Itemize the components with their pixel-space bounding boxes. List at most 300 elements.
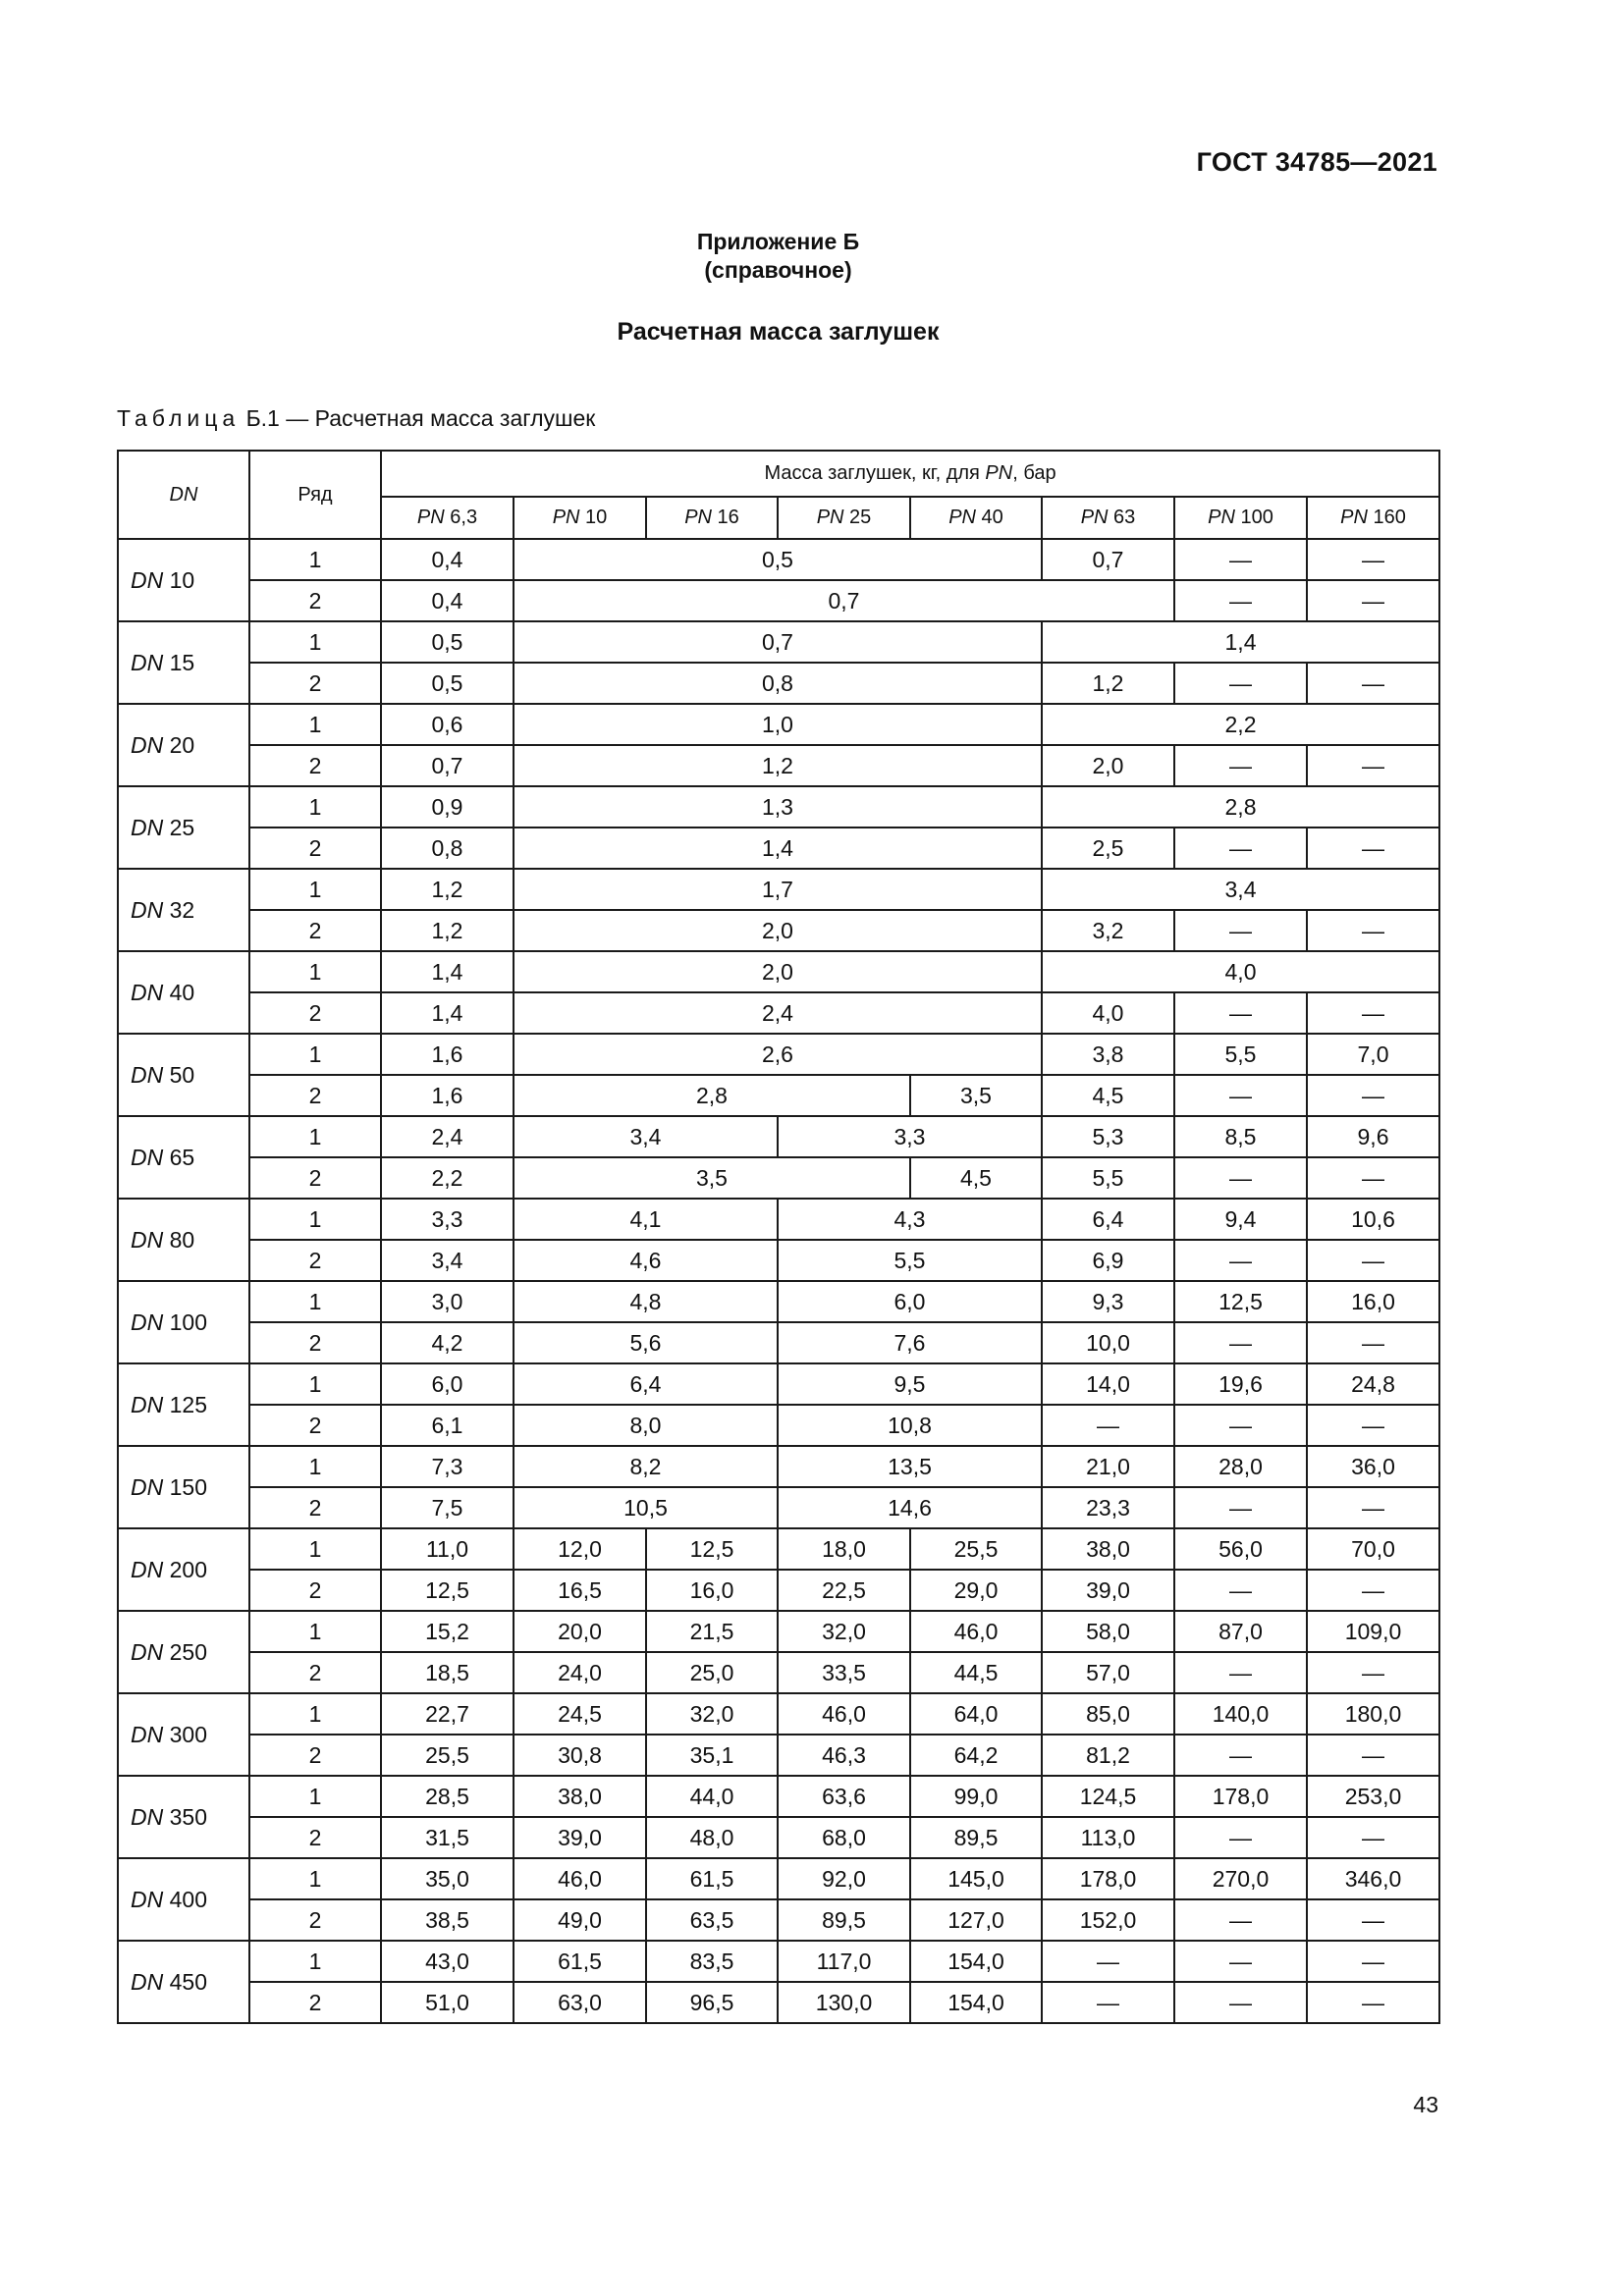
- appendix-title: Приложение Б: [696, 229, 860, 254]
- header-pn-value: 6,3: [450, 507, 478, 528]
- mass-cell: 0,4: [381, 539, 514, 580]
- mass-cell: 33,5: [778, 1652, 910, 1693]
- table-row: [118, 1405, 1439, 1446]
- mass-cell: —: [1174, 1487, 1307, 1528]
- table-row: [118, 1487, 1439, 1528]
- table-row: [118, 1446, 1439, 1487]
- table-row: [118, 1899, 1439, 1941]
- mass-cell: 12,0: [514, 1528, 646, 1570]
- mass-cell: 0,7: [381, 745, 514, 786]
- dn-cell: [118, 1446, 249, 1528]
- dn-value: 200: [169, 1556, 207, 1582]
- mass-cell: 63,6: [778, 1776, 910, 1817]
- row-number-cell: 2: [249, 663, 381, 704]
- dn-prefix: DN: [131, 1144, 164, 1170]
- mass-cell: 30,8: [514, 1735, 646, 1776]
- appendix-heading: [0, 228, 1556, 285]
- table-row: [118, 1611, 1439, 1652]
- row-number-cell: 1: [249, 1199, 381, 1240]
- header-row-main: [118, 451, 1439, 497]
- mass-cell: 18,5: [381, 1652, 514, 1693]
- row-number-cell: 2: [249, 1982, 381, 2023]
- mass-cell: —: [1174, 992, 1307, 1034]
- table-row: [118, 539, 1439, 580]
- dn-prefix: DN: [131, 731, 164, 758]
- row-number-cell: 1: [249, 1858, 381, 1899]
- row-number-cell: 1: [249, 1693, 381, 1735]
- dn-cell: [118, 1199, 249, 1281]
- mass-cell: 109,0: [1307, 1611, 1439, 1652]
- table-row: [118, 1858, 1439, 1899]
- mass-cell: 89,5: [910, 1817, 1042, 1858]
- table-row: [118, 580, 1439, 621]
- mass-cell: 24,8: [1307, 1363, 1439, 1405]
- mass-cell: 8,0: [514, 1405, 778, 1446]
- row-number-cell: 2: [249, 1652, 381, 1693]
- dn-cell: [118, 621, 249, 704]
- mass-cell: 35,1: [646, 1735, 778, 1776]
- mass-cell: 3,4: [1042, 869, 1439, 910]
- mass-cell: 3,3: [778, 1116, 1042, 1157]
- row-number-cell: 2: [249, 1322, 381, 1363]
- mass-cell: 99,0: [910, 1776, 1042, 1817]
- row-number-cell: 2: [249, 1487, 381, 1528]
- mass-cell: 130,0: [778, 1982, 910, 2023]
- mass-cell: —: [1174, 1941, 1307, 1982]
- mass-cell: 16,0: [1307, 1281, 1439, 1322]
- row-number-cell: 2: [249, 1075, 381, 1116]
- dn-value: 40: [169, 979, 195, 1005]
- mass-cell: 63,5: [646, 1899, 778, 1941]
- dn-cell: [118, 786, 249, 869]
- mass-cell: 61,5: [646, 1858, 778, 1899]
- mass-cell: —: [1307, 992, 1439, 1034]
- mass-cell: 12,5: [381, 1570, 514, 1611]
- mass-cell: 43,0: [381, 1941, 514, 1982]
- dn-prefix: DN: [131, 896, 164, 923]
- table-caption-label: Таблица: [117, 405, 241, 431]
- table-row: [118, 1570, 1439, 1611]
- mass-cell: 13,5: [778, 1446, 1042, 1487]
- mass-cell: 6,0: [381, 1363, 514, 1405]
- mass-cell: 113,0: [1042, 1817, 1174, 1858]
- mass-cell: 46,0: [514, 1858, 646, 1899]
- mass-cell: 2,4: [381, 1116, 514, 1157]
- mass-cell: 1,0: [514, 704, 1042, 745]
- mass-cell: 4,3: [778, 1199, 1042, 1240]
- mass-cell: 4,5: [1042, 1075, 1174, 1116]
- mass-cell: 6,9: [1042, 1240, 1174, 1281]
- mass-cell: 4,6: [514, 1240, 778, 1281]
- header-pn: [646, 497, 778, 539]
- mass-cell: —: [1174, 1735, 1307, 1776]
- table-header: [118, 451, 1439, 539]
- mass-cell: 1,4: [381, 992, 514, 1034]
- row-number-cell: 1: [249, 1611, 381, 1652]
- mass-cell: 92,0: [778, 1858, 910, 1899]
- mass-cell: 3,3: [381, 1199, 514, 1240]
- header-pn-prefix: PN: [948, 507, 976, 528]
- mass-cell: —: [1174, 539, 1307, 580]
- mass-cell: 0,7: [1042, 539, 1174, 580]
- table-row: [118, 704, 1439, 745]
- header-pn: [778, 497, 910, 539]
- mass-cell: 49,0: [514, 1899, 646, 1941]
- header-pn: [1307, 497, 1439, 539]
- mass-cell: 5,5: [1042, 1157, 1174, 1199]
- mass-cell: 12,5: [646, 1528, 778, 1570]
- mass-cell: 7,6: [778, 1322, 1042, 1363]
- mass-cell: 11,0: [381, 1528, 514, 1570]
- mass-cell: 2,8: [1042, 786, 1439, 828]
- mass-cell: —: [1307, 828, 1439, 869]
- mass-cell: 89,5: [778, 1899, 910, 1941]
- table-row: [118, 745, 1439, 786]
- dn-prefix: DN: [131, 1803, 164, 1830]
- mass-cell: 4,0: [1042, 951, 1439, 992]
- mass-cell: —: [1307, 745, 1439, 786]
- header-mass: [381, 451, 1439, 497]
- mass-cell: 22,5: [778, 1570, 910, 1611]
- header-pn-prefix: PN: [1340, 507, 1368, 528]
- mass-cell: 70,0: [1307, 1528, 1439, 1570]
- mass-cell: —: [1307, 663, 1439, 704]
- mass-cell: 64,0: [910, 1693, 1042, 1735]
- mass-cell: 21,0: [1042, 1446, 1174, 1487]
- mass-cell: 1,2: [1042, 663, 1174, 704]
- mass-cell: 8,5: [1174, 1116, 1307, 1157]
- table-row: [118, 1693, 1439, 1735]
- mass-cell: —: [1307, 1405, 1439, 1446]
- mass-cell: 10,6: [1307, 1199, 1439, 1240]
- row-number-cell: 1: [249, 1446, 381, 1487]
- dn-prefix: DN: [131, 1721, 164, 1747]
- mass-cell: —: [1307, 1075, 1439, 1116]
- mass-cell: 5,5: [1174, 1034, 1307, 1075]
- row-number-cell: 1: [249, 621, 381, 663]
- dn-cell: [118, 539, 249, 621]
- table-row: [118, 1528, 1439, 1570]
- row-number-cell: 1: [249, 1281, 381, 1322]
- row-number-cell: 1: [249, 951, 381, 992]
- dn-value: 15: [169, 649, 195, 675]
- table-caption-text: Б.1 — Расчетная масса заглушек: [245, 405, 596, 431]
- dn-value: 100: [169, 1308, 207, 1335]
- mass-cell: 9,5: [778, 1363, 1042, 1405]
- mass-cell: 10,5: [514, 1487, 778, 1528]
- dn-prefix: DN: [131, 814, 164, 840]
- mass-cell: 3,5: [910, 1075, 1042, 1116]
- mass-cell: 1,2: [381, 910, 514, 951]
- mass-cell: 44,5: [910, 1652, 1042, 1693]
- mass-cell: 7,0: [1307, 1034, 1439, 1075]
- mass-cell: —: [1174, 1817, 1307, 1858]
- row-number-cell: 2: [249, 1570, 381, 1611]
- dn-cell: [118, 1034, 249, 1116]
- header-pn-value: 160: [1373, 507, 1406, 528]
- section-title: Расчетная масса заглушек: [617, 318, 940, 346]
- mass-cell: 56,0: [1174, 1528, 1307, 1570]
- table-row: [118, 1817, 1439, 1858]
- mass-cell: —: [1174, 1982, 1307, 2023]
- dn-value: 10: [169, 566, 195, 593]
- header-pn-value: 25: [849, 507, 872, 528]
- mass-cell: 25,5: [910, 1528, 1042, 1570]
- dn-value: 50: [169, 1061, 195, 1088]
- header-pn-value: 100: [1240, 507, 1273, 528]
- mass-cell: —: [1307, 1240, 1439, 1281]
- mass-cell: 96,5: [646, 1982, 778, 2023]
- dn-value: 80: [169, 1226, 195, 1253]
- table-row: [118, 1157, 1439, 1199]
- mass-cell: —: [1174, 1322, 1307, 1363]
- mass-cell: 2,2: [1042, 704, 1439, 745]
- header-pn-prefix: PN: [1080, 507, 1109, 528]
- mass-cell: 39,0: [514, 1817, 646, 1858]
- mass-cell: 1,6: [381, 1075, 514, 1116]
- dn-value: 450: [169, 1968, 207, 1995]
- mass-cell: 48,0: [646, 1817, 778, 1858]
- dn-prefix: DN: [131, 1968, 164, 1995]
- mass-cell: 178,0: [1174, 1776, 1307, 1817]
- dn-cell: [118, 951, 249, 1034]
- mass-cell: 5,3: [1042, 1116, 1174, 1157]
- dn-prefix: DN: [131, 1308, 164, 1335]
- mass-cell: —: [1307, 1322, 1439, 1363]
- mass-cell: 23,3: [1042, 1487, 1174, 1528]
- mass-cell: 1,6: [381, 1034, 514, 1075]
- dn-cell: [118, 1281, 249, 1363]
- header-dn: DN: [118, 451, 249, 539]
- dn-value: 25: [169, 814, 195, 840]
- mass-cell: 152,0: [1042, 1899, 1174, 1941]
- mass-cell: 0,4: [381, 580, 514, 621]
- mass-cell: 81,2: [1042, 1735, 1174, 1776]
- mass-cell: —: [1174, 1405, 1307, 1446]
- table-row: [118, 1199, 1439, 1240]
- mass-cell: 117,0: [778, 1941, 910, 1982]
- row-number-cell: 2: [249, 910, 381, 951]
- mass-cell: 22,7: [381, 1693, 514, 1735]
- table-row: [118, 828, 1439, 869]
- mass-cell: 20,0: [514, 1611, 646, 1652]
- dn-cell: [118, 1941, 249, 2023]
- dn-value: 300: [169, 1721, 207, 1747]
- row-number-cell: 1: [249, 539, 381, 580]
- mass-cell: 3,5: [514, 1157, 910, 1199]
- mass-cell: —: [1307, 580, 1439, 621]
- dn-cell: [118, 1858, 249, 1941]
- mass-cell: 1,4: [381, 951, 514, 992]
- dn-prefix: DN: [131, 649, 164, 675]
- mass-cell: 38,5: [381, 1899, 514, 1941]
- dn-value: 350: [169, 1803, 207, 1830]
- mass-cell: 180,0: [1307, 1693, 1439, 1735]
- mass-cell: 1,4: [1042, 621, 1439, 663]
- mass-cell: 6,4: [1042, 1199, 1174, 1240]
- mass-cell: 4,1: [514, 1199, 778, 1240]
- mass-cell: 25,5: [381, 1735, 514, 1776]
- document-code: ГОСТ 34785—2021: [1196, 147, 1437, 177]
- row-number-cell: 1: [249, 1941, 381, 1982]
- dn-cell: [118, 1776, 249, 1858]
- mass-cell: —: [1307, 1652, 1439, 1693]
- mass-cell: —: [1307, 1735, 1439, 1776]
- header-pn-value: 63: [1113, 507, 1136, 528]
- table-row: [118, 1982, 1439, 2023]
- mass-cell: 32,0: [778, 1611, 910, 1652]
- mass-cell: 5,6: [514, 1322, 778, 1363]
- mass-cell: 0,8: [514, 663, 1042, 704]
- header-pn-prefix: PN: [552, 507, 580, 528]
- dn-cell: [118, 1693, 249, 1776]
- mass-cell: 0,7: [514, 580, 1174, 621]
- mass-cell: 57,0: [1042, 1652, 1174, 1693]
- row-number-cell: 1: [249, 1363, 381, 1405]
- table-row: [118, 1652, 1439, 1693]
- mass-cell: 2,0: [514, 910, 1042, 951]
- mass-cell: 9,4: [1174, 1199, 1307, 1240]
- table-row: [118, 1941, 1439, 1982]
- mass-cell: —: [1042, 1982, 1174, 2023]
- mass-cell: 25,0: [646, 1652, 778, 1693]
- table-row: [118, 1240, 1439, 1281]
- row-number-cell: 2: [249, 580, 381, 621]
- mass-cell: 58,0: [1042, 1611, 1174, 1652]
- mass-cell: 87,0: [1174, 1611, 1307, 1652]
- mass-cell: 16,0: [646, 1570, 778, 1611]
- mass-cell: 5,5: [778, 1240, 1042, 1281]
- row-number-cell: 2: [249, 1240, 381, 1281]
- dn-value: 20: [169, 731, 195, 758]
- mass-cell: 44,0: [646, 1776, 778, 1817]
- mass-cell: 3,4: [381, 1240, 514, 1281]
- dn-prefix: DN: [131, 1886, 164, 1912]
- row-number-cell: 1: [249, 1776, 381, 1817]
- mass-cell: —: [1042, 1941, 1174, 1982]
- row-number-cell: 2: [249, 1817, 381, 1858]
- table-row: [118, 992, 1439, 1034]
- mass-cell: 9,6: [1307, 1116, 1439, 1157]
- mass-cell: —: [1174, 1075, 1307, 1116]
- mass-cell: 9,3: [1042, 1281, 1174, 1322]
- mass-cell: —: [1174, 1240, 1307, 1281]
- header-pn-prefix: PN: [816, 507, 844, 528]
- mass-cell: 2,0: [1042, 745, 1174, 786]
- table-row: [118, 663, 1439, 704]
- mass-cell: 3,4: [514, 1116, 778, 1157]
- row-number-cell: 2: [249, 745, 381, 786]
- mass-cell: —: [1307, 1570, 1439, 1611]
- dn-prefix: DN: [131, 979, 164, 1005]
- mass-cell: 29,0: [910, 1570, 1042, 1611]
- mass-cell: —: [1174, 663, 1307, 704]
- mass-cell: —: [1307, 1817, 1439, 1858]
- mass-cell: 145,0: [910, 1858, 1042, 1899]
- table-row: [118, 1116, 1439, 1157]
- mass-cell: 1,4: [514, 828, 1042, 869]
- dn-value: 32: [169, 896, 195, 923]
- mass-cell: —: [1174, 1652, 1307, 1693]
- mass-cell: 68,0: [778, 1817, 910, 1858]
- row-number-cell: 2: [249, 992, 381, 1034]
- mass-cell: 178,0: [1042, 1858, 1174, 1899]
- table-row: [118, 1075, 1439, 1116]
- table-caption: [117, 405, 595, 432]
- mass-cell: 85,0: [1042, 1693, 1174, 1735]
- mass-cell: 2,2: [381, 1157, 514, 1199]
- mass-cell: —: [1307, 1487, 1439, 1528]
- dn-prefix: DN: [131, 1473, 164, 1500]
- dn-value: 65: [169, 1144, 195, 1170]
- mass-cell: 6,1: [381, 1405, 514, 1446]
- mass-cell: 18,0: [778, 1528, 910, 1570]
- mass-cell: 64,2: [910, 1735, 1042, 1776]
- mass-cell: 253,0: [1307, 1776, 1439, 1817]
- dn-cell: [118, 1528, 249, 1611]
- mass-cell: —: [1307, 1941, 1439, 1982]
- mass-cell: 7,3: [381, 1446, 514, 1487]
- page-number: 43: [1413, 2092, 1438, 2117]
- dn-value: 400: [169, 1886, 207, 1912]
- row-number-cell: 2: [249, 828, 381, 869]
- mass-cell: 3,8: [1042, 1034, 1174, 1075]
- mass-cell: 0,5: [381, 663, 514, 704]
- mass-cell: 2,0: [514, 951, 1042, 992]
- mass-cell: —: [1174, 1157, 1307, 1199]
- table-row: [118, 910, 1439, 951]
- header-pn-prefix: PN: [684, 507, 712, 528]
- table-row: [118, 1281, 1439, 1322]
- mass-cell: 1,3: [514, 786, 1042, 828]
- table-row: [118, 1735, 1439, 1776]
- dn-prefix: DN: [131, 1391, 164, 1417]
- dn-prefix: DN: [131, 566, 164, 593]
- mass-cell: 4,2: [381, 1322, 514, 1363]
- mass-cell: 32,0: [646, 1693, 778, 1735]
- mass-cell: 127,0: [910, 1899, 1042, 1941]
- mass-cell: 61,5: [514, 1941, 646, 1982]
- mass-cell: 38,0: [514, 1776, 646, 1817]
- mass-cell: 14,6: [778, 1487, 1042, 1528]
- header-pn: [514, 497, 646, 539]
- mass-cell: —: [1174, 910, 1307, 951]
- mass-cell: —: [1307, 910, 1439, 951]
- mass-cell: 35,0: [381, 1858, 514, 1899]
- header-row: Ряд: [249, 451, 381, 539]
- appendix-type: (справочное): [704, 257, 852, 283]
- mass-cell: 14,0: [1042, 1363, 1174, 1405]
- dn-value: 250: [169, 1638, 207, 1665]
- mass-table: [117, 450, 1440, 2024]
- table-row: [118, 951, 1439, 992]
- mass-cell: 1,2: [381, 869, 514, 910]
- mass-cell: 46,0: [910, 1611, 1042, 1652]
- mass-cell: 4,0: [1042, 992, 1174, 1034]
- mass-cell: 24,0: [514, 1652, 646, 1693]
- mass-cell: 21,5: [646, 1611, 778, 1652]
- mass-cell: 39,0: [1042, 1570, 1174, 1611]
- header-pn-value: 40: [981, 507, 1003, 528]
- mass-cell: —: [1307, 539, 1439, 580]
- mass-cell: 1,2: [514, 745, 1042, 786]
- mass-cell: 346,0: [1307, 1858, 1439, 1899]
- row-number-cell: 1: [249, 869, 381, 910]
- table-row: [118, 1034, 1439, 1075]
- header-pn: [910, 497, 1042, 539]
- mass-cell: 7,5: [381, 1487, 514, 1528]
- header-pn: [1042, 497, 1174, 539]
